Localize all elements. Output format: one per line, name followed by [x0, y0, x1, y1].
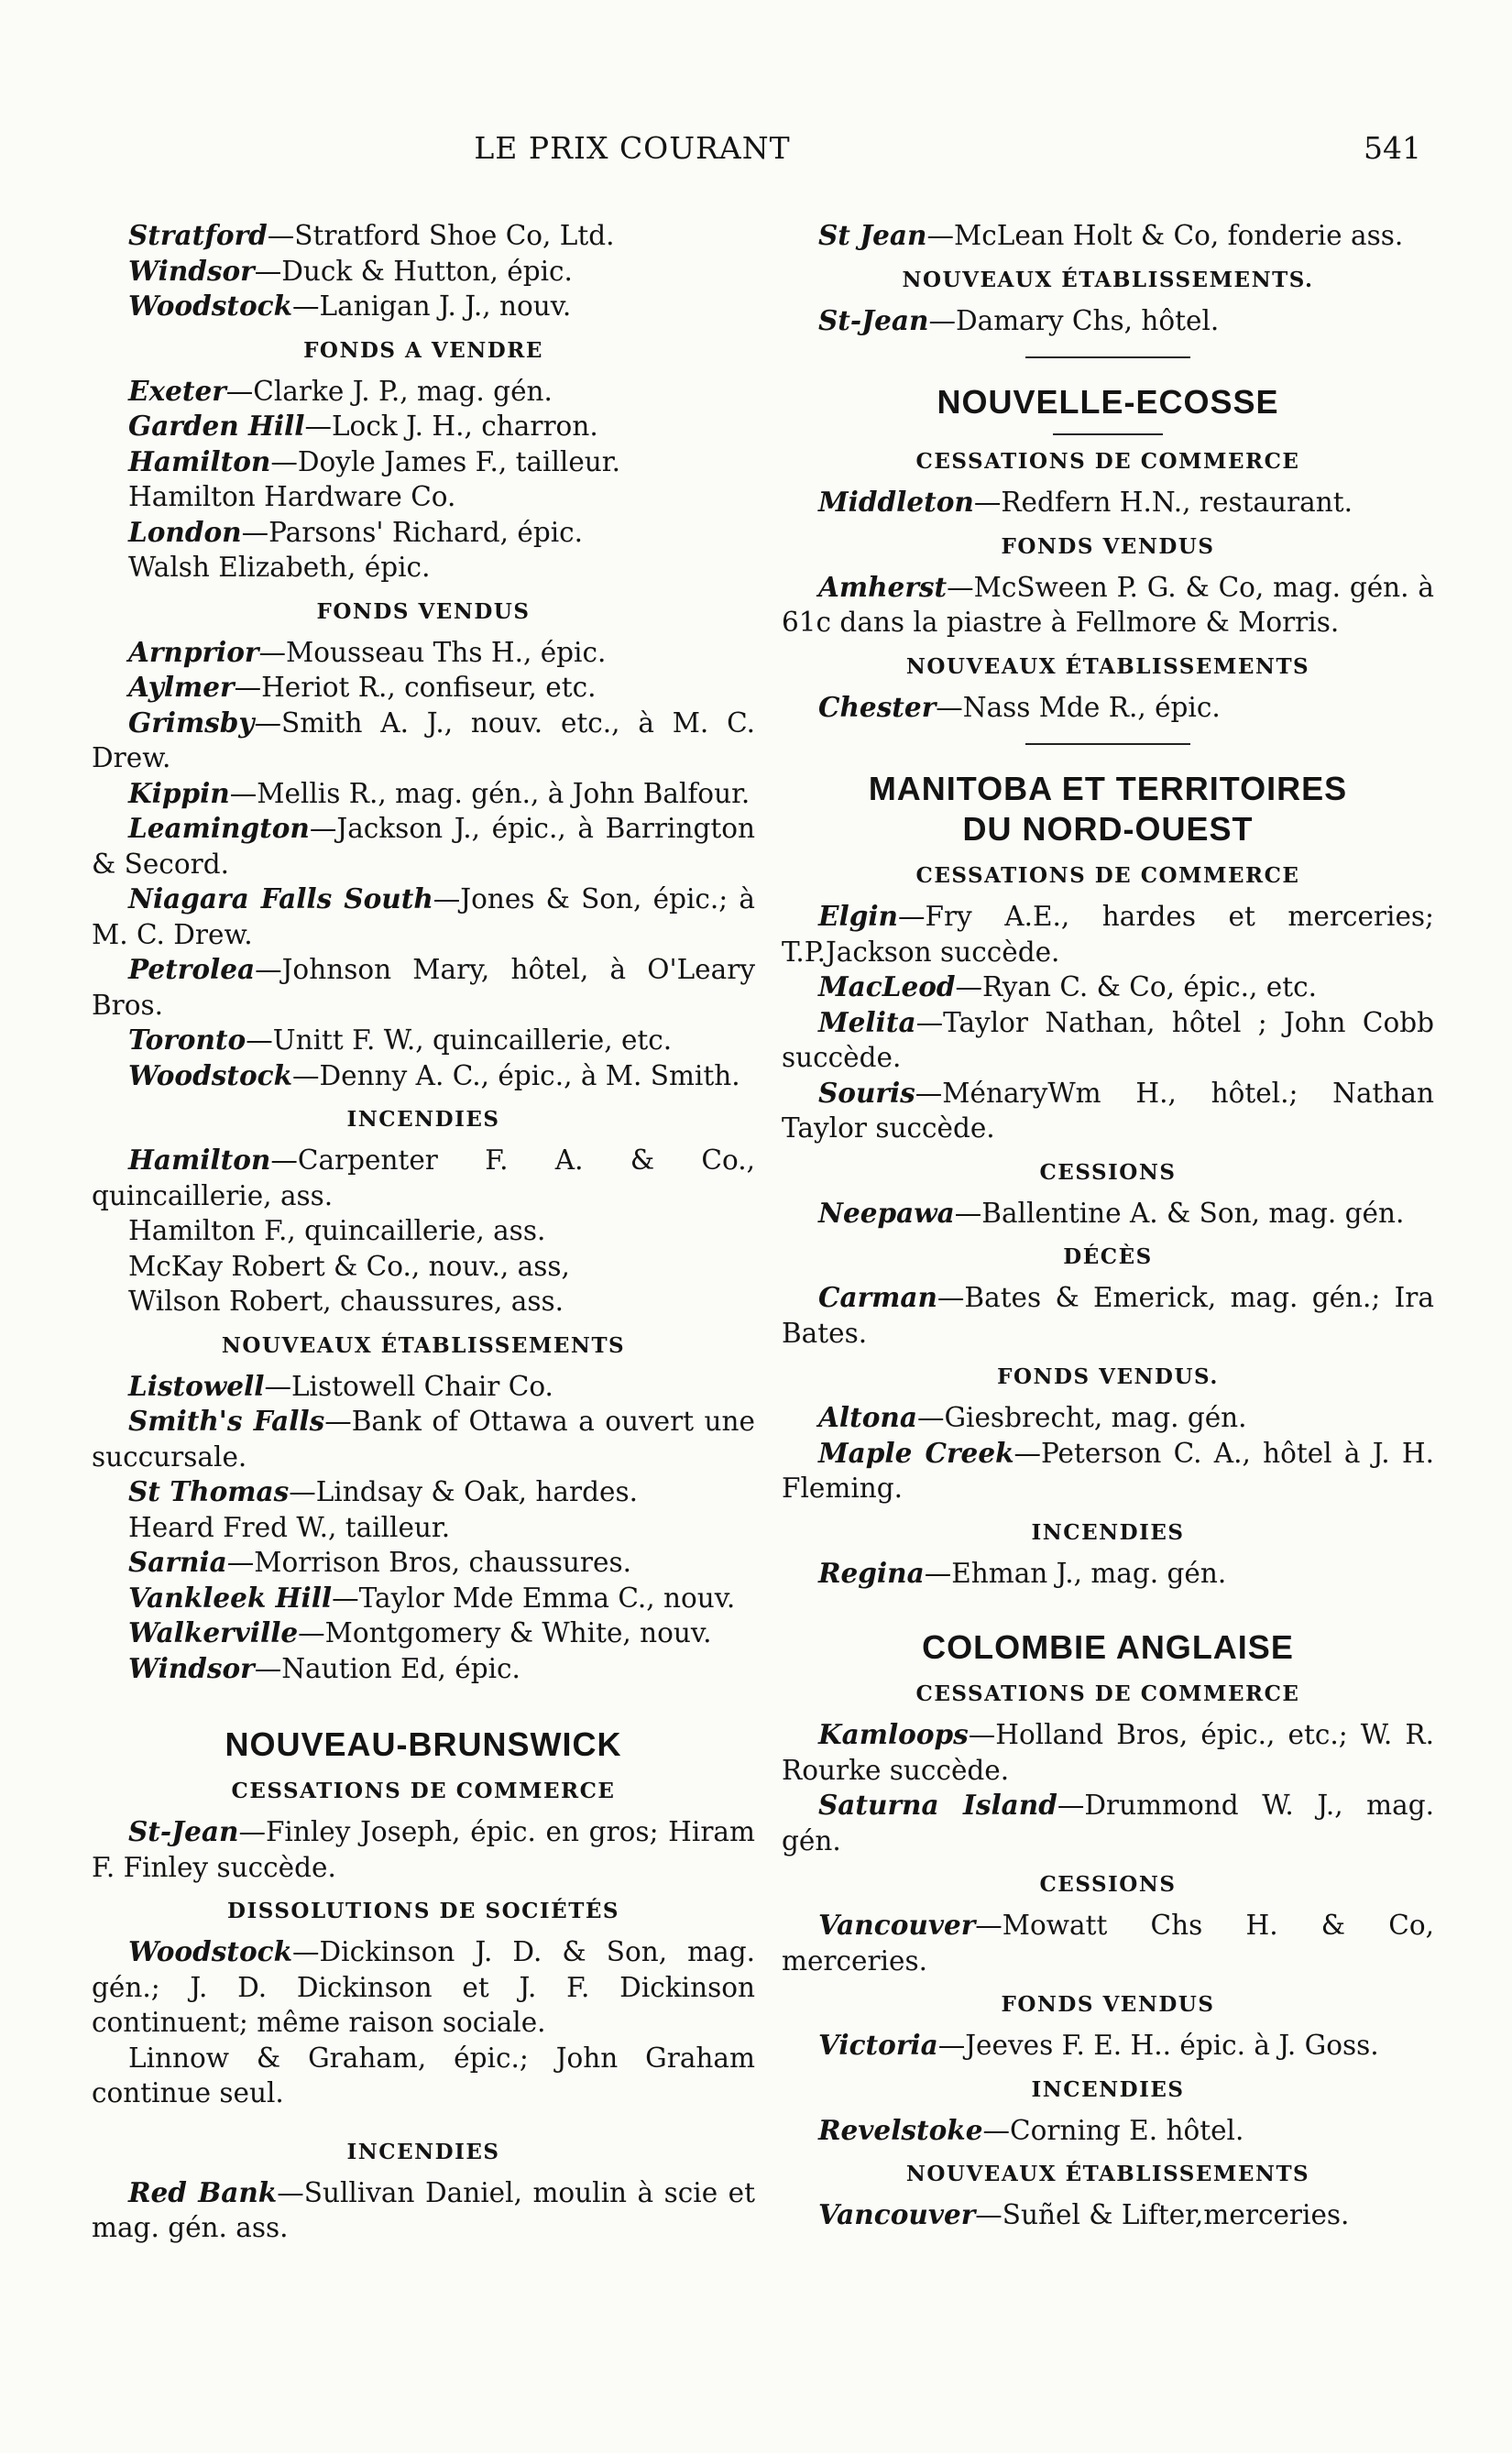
section-heading: DÉCÈS — [1063, 1244, 1153, 1269]
entry-place: Neepawa — [818, 1196, 955, 1229]
entry-text: Smith A. J., nouv. etc., à M. C. Drew. — [92, 706, 755, 773]
listing-entry — [782, 1556, 1434, 1592]
entry-text: Linnow & Graham, épic.; John Graham continue seul. — [92, 2042, 755, 2108]
listing-entry — [782, 1788, 1434, 1858]
entry-text: Holland Bros, épic., etc.; W. R. Rourke succède. — [782, 1719, 1434, 1786]
entry-dash: — — [292, 290, 320, 322]
entry-dash: — — [968, 1719, 996, 1750]
listing-entry — [92, 882, 755, 952]
listing-entry — [782, 1280, 1434, 1351]
entry-text: Hamilton F., quincaillerie, ass. — [128, 1215, 546, 1246]
entry-dash: — — [916, 1402, 945, 1433]
listing-entry — [92, 1545, 755, 1581]
listing-entry — [782, 969, 1434, 1005]
nb-dissolutions-list — [92, 1934, 755, 2111]
right-nouveaux-list — [782, 303, 1434, 339]
page-header — [0, 130, 1512, 185]
right-top-entries — [782, 218, 1434, 254]
section-heading: NOUVEAUX ÉTABLISSEMENTS — [221, 1332, 626, 1358]
entry-dash: — — [292, 1936, 320, 1967]
entry-dash: — — [254, 1652, 282, 1684]
entry-place: Listowell — [128, 1369, 265, 1402]
entry-text: Ryan C. & Co, épic., etc. — [982, 971, 1318, 1002]
entry-place: Chester — [818, 690, 937, 723]
entry-place: Windsor — [128, 254, 255, 287]
nouveaux-etablissements-list — [92, 1369, 755, 1687]
entry-place: Kamloops — [818, 1718, 969, 1750]
section-heading: NOUVEAUX ÉTABLISSEMENTS — [905, 2162, 1310, 2186]
entry-dash: — — [277, 2176, 304, 2208]
entry-place: Stratford — [128, 219, 268, 251]
listing-entry — [92, 1814, 755, 1885]
fonds-a-vendre-list — [92, 374, 755, 586]
listing-entry — [92, 218, 755, 254]
entry-place: Saturna Island — [818, 1789, 1057, 1821]
entry-text: Ballentine A. & Son, mag. gén. — [981, 1197, 1405, 1229]
ne-nouveaux-list — [782, 690, 1434, 726]
entry-place: St-Jean — [128, 1815, 239, 1847]
listing-entry — [782, 1400, 1434, 1436]
entry-place: Vancouver — [818, 2198, 976, 2230]
listing-entry — [92, 635, 755, 671]
entry-text: Mellis R., mag. gén., à John Balfour. — [257, 777, 751, 809]
entry-dash: — — [292, 1059, 320, 1091]
listing-entry — [92, 289, 755, 324]
mb-cessions-list — [782, 1196, 1434, 1232]
listing-entry — [92, 374, 755, 410]
entry-text: Finley Joseph, épic. en gros; Hiram F. Finley succède. — [92, 1816, 755, 1883]
listing-entry — [92, 1284, 755, 1320]
entry-place: Garden Hill — [128, 410, 305, 442]
entry-place: Smith's Falls — [128, 1405, 325, 1437]
entry-dash: — — [332, 1582, 359, 1614]
entry-text: MénaryWm H., hôtel.; Nathan Taylor succède. — [782, 1077, 1434, 1144]
entry-text: Denny A. C., épic., à M. Smith. — [319, 1059, 740, 1091]
mb-deces-list — [782, 1280, 1434, 1351]
entry-dash: — — [255, 954, 282, 985]
entry-dash: — — [225, 375, 254, 407]
entry-place: St Jean — [818, 219, 927, 251]
section-heading: CESSIONS — [1039, 1159, 1177, 1185]
entry-dash: — — [270, 1144, 298, 1176]
entry-place: Souris — [818, 1076, 915, 1109]
listing-entry — [782, 1436, 1434, 1506]
left-top-entries — [92, 218, 755, 324]
entry-place: Amherst — [818, 570, 948, 603]
entry-place: Leamington — [128, 812, 310, 844]
entry-dash: — — [1013, 1437, 1042, 1469]
entry-dash: — — [264, 1370, 291, 1402]
entry-dash: — — [928, 304, 956, 336]
entry-place: Woodstock — [128, 290, 293, 322]
listing-entry — [92, 444, 755, 480]
entry-dash: — — [897, 901, 926, 932]
entry-text: Jackson J., épic., à Barrington & Secord. — [92, 813, 755, 880]
listing-entry — [92, 2041, 755, 2111]
entry-text: Jones & Son, épic.; à M. C. Drew. — [92, 883, 755, 950]
entry-text: Taylor Nathan, hôtel ; John Cobb succède. — [782, 1006, 1434, 1073]
ne-cessations-list — [782, 485, 1434, 520]
section-heading: FONDS VENDUS — [1001, 1992, 1215, 2017]
incendies-list — [92, 1143, 755, 1320]
section-heading: FONDS VENDUS — [316, 598, 531, 624]
entry-place: Grimsby — [128, 706, 255, 739]
section-heading: CESSIONS — [1039, 1872, 1177, 1897]
entry-text: McLean Holt & Co, fonderie ass. — [954, 220, 1404, 251]
listing-entry — [92, 1934, 755, 2041]
entry-dash: — — [915, 1077, 943, 1109]
nb-incendies-list — [92, 2175, 755, 2246]
section-heading: INCENDIES — [1031, 1519, 1185, 1545]
section-heading: NOUVEAUX ÉTABLISSEMENTS. — [902, 267, 1314, 292]
entry-text: Walsh Elizabeth, épic. — [128, 552, 431, 583]
province-title: NOUVELLE-ECOSSE — [937, 383, 1279, 421]
entry-dash: — — [433, 883, 461, 914]
entry-place: Vankleek Hill — [128, 1581, 333, 1614]
entry-text: Peterson C. A., hôtel à J. H. Fleming. — [782, 1437, 1434, 1504]
entry-dash: — — [954, 1197, 982, 1229]
listing-entry — [92, 1651, 755, 1687]
listing-entry — [782, 1196, 1434, 1232]
cb-incendies-list — [782, 2113, 1434, 2149]
entry-place: Victoria — [818, 2029, 938, 2061]
entry-dash: — — [254, 706, 282, 739]
entry-text: Wilson Robert, chaussures, ass. — [128, 1286, 564, 1317]
entry-text: Mousseau Ths H., épic. — [285, 636, 607, 668]
listing-entry — [92, 1249, 755, 1285]
entry-place: MacLeod — [818, 970, 956, 1002]
entry-place: Red Bank — [128, 2175, 278, 2208]
cb-fonds-vendus-list — [782, 2028, 1434, 2064]
entry-place: Hamilton — [128, 1144, 271, 1176]
listing-entry — [92, 1058, 755, 1094]
entry-dash: — — [324, 1406, 352, 1437]
entry-text: Heriot R., confiseur, etc. — [261, 672, 597, 703]
entry-dash: — — [1057, 1790, 1085, 1821]
entry-text: Taylor Mde Emma C., nouv. — [358, 1582, 736, 1614]
section-heading: DISSOLUTIONS DE SOCIÉTÉS — [227, 1899, 619, 1923]
section-heading: FONDS A VENDRE — [303, 337, 543, 363]
entry-text: Carpenter F. A. & Co., quincaillerie, ass. — [92, 1144, 755, 1211]
listing-entry — [92, 776, 755, 812]
entry-text: Johnson Mary, hôtel, à O'Leary Bros. — [92, 954, 755, 1021]
listing-entry — [782, 2028, 1434, 2064]
entry-dash: — — [937, 1282, 965, 1313]
entry-place: Petrolea — [128, 953, 256, 985]
entry-dash: — — [226, 1547, 255, 1578]
entry-text: Bank of Ottawa a ouvert une succursale. — [92, 1406, 755, 1473]
listing-entry — [92, 254, 755, 290]
entry-text: Lanigan J. J., nouv. — [319, 290, 572, 322]
entry-text: Corning E. hôtel. — [1010, 2114, 1244, 2146]
entry-text: Lindsay & Oak, hardes. — [315, 1476, 638, 1507]
province-title: MANITOBA ET TERRITOIRES — [868, 770, 1348, 807]
listing-entry — [782, 1717, 1434, 1788]
listing-entry — [92, 952, 755, 1023]
entry-dash: — — [955, 971, 983, 1002]
entry-place: Woodstock — [128, 1935, 293, 1967]
listing-entry — [92, 1023, 755, 1058]
entry-text: Lock J. H., charron. — [331, 411, 598, 442]
entry-text: Redfern H.N., restaurant. — [1001, 487, 1353, 518]
section-heading: CESSATIONS DE COMMERCE — [915, 863, 1300, 888]
listing-entry — [782, 1005, 1434, 1076]
section-heading: FONDS VENDUS — [1001, 533, 1215, 559]
entry-place: Kippin — [128, 776, 230, 809]
entry-place: Middleton — [818, 486, 974, 518]
entry-dash: — — [267, 220, 295, 251]
fonds-vendus-list — [92, 635, 755, 1094]
listing-entry — [92, 550, 755, 586]
nb-cessations-list — [92, 1814, 755, 1885]
listing-entry — [92, 2175, 755, 2246]
mb-cessations-list — [782, 899, 1434, 1146]
entry-place: London — [128, 515, 242, 548]
entry-place: Walkerville — [128, 1616, 299, 1648]
entry-place: Hamilton — [128, 444, 271, 477]
listing-entry — [92, 811, 755, 882]
listing-entry — [92, 409, 755, 444]
section-heading: FONDS VENDUS. — [997, 1364, 1219, 1389]
entry-text: McSween P. G. & Co, mag. gén. à 61c dans la piastre à Fellmore & Morris. — [782, 571, 1434, 638]
entry-text: Morrison Bros, chaussures. — [254, 1547, 632, 1578]
listing-entry — [92, 515, 755, 551]
section-heading: NOUVEAUX ÉTABLISSEMENTS — [905, 653, 1310, 679]
listing-entry — [782, 2197, 1434, 2233]
entry-dash: — — [936, 691, 963, 723]
ne-fonds-vendus-list — [782, 570, 1434, 641]
section-heading: CESSATIONS DE COMMERCE — [915, 449, 1300, 474]
mb-fonds-vendus-list — [782, 1400, 1434, 1506]
entry-dash: — — [238, 1816, 266, 1847]
mb-incendies-list — [782, 1556, 1434, 1592]
entry-dash: — — [241, 516, 269, 548]
page-number: 541 — [1364, 130, 1421, 166]
entry-text: Drummond W. J., mag. gén. — [782, 1790, 1434, 1856]
entry-text: Jeeves F. E. H.. épic. à J. Goss. — [965, 2030, 1379, 2061]
section-heading: INCENDIES — [1031, 2076, 1185, 2102]
entry-text: Suñel & Lifter,merceries. — [1002, 2199, 1350, 2230]
entry-dash: — — [309, 813, 337, 844]
entry-place: St Thomas — [128, 1475, 290, 1507]
entry-place: Melita — [818, 1005, 916, 1038]
entry-place: Exeter — [128, 374, 226, 407]
entry-text: Heard Fred W., tailleur. — [128, 1511, 451, 1543]
listing-entry — [92, 1474, 755, 1510]
section-heading: CESSATIONS DE COMMERCE — [915, 1681, 1300, 1706]
listing-entry — [782, 1076, 1434, 1146]
entry-text: Mowatt Chs H. & Co, merceries. — [782, 1910, 1434, 1977]
entry-dash: — — [229, 777, 257, 809]
entry-place: Windsor — [128, 1651, 255, 1684]
listing-entry — [782, 218, 1434, 254]
entry-dash: — — [975, 2199, 1003, 2230]
section-heading: INCENDIES — [346, 1107, 500, 1132]
entry-text: Damary Chs, hôtel. — [955, 304, 1220, 336]
entry-text: Montgomery & White, nouv. — [324, 1617, 712, 1648]
divider-rule — [1025, 356, 1190, 358]
entry-text: Sullivan Daniel, moulin à scie et mag. gén. ass. — [92, 2176, 755, 2243]
entry-dash: — — [270, 445, 298, 477]
listing-entry — [92, 1143, 755, 1213]
entry-dash: — — [982, 2114, 1011, 2146]
entry-place: Toronto — [128, 1024, 247, 1056]
entry-text: Clarke J. P., mag. gén. — [253, 375, 553, 407]
entry-dash: — — [915, 1006, 944, 1038]
entry-dash: — — [973, 487, 1002, 518]
listing-entry — [782, 690, 1434, 726]
listing-entry — [92, 1510, 755, 1546]
entry-dash: — — [947, 571, 974, 603]
entry-dash: — — [304, 411, 332, 442]
listing-entry — [92, 1213, 755, 1249]
listing-entry — [782, 485, 1434, 520]
listing-entry — [92, 1369, 755, 1405]
listing-entry — [782, 570, 1434, 641]
listing-entry — [92, 1615, 755, 1651]
listing-entry — [92, 670, 755, 706]
listing-entry — [92, 479, 755, 515]
entry-text: Nass Mde R., épic. — [962, 691, 1221, 723]
entry-text: Doyle James F., tailleur. — [297, 445, 621, 477]
entry-place: Revelstoke — [818, 2113, 983, 2146]
entry-text: Stratford Shoe Co, Ltd. — [294, 220, 615, 251]
entry-place: Carman — [818, 1281, 937, 1313]
province-title: NOUVEAU-BRUNSWICK — [225, 1725, 622, 1763]
listing-entry — [92, 1581, 755, 1616]
entry-text: Dickinson J. D. & Son, mag. gén.; J. D. Dickinson et J. F. Dickinson continuent; même raison sociale. — [92, 1936, 755, 2038]
entry-place: Altona — [818, 1401, 917, 1433]
entry-place: Vancouver — [818, 1909, 976, 1941]
entry-text: Bates & Emerick, mag. gén.; Ira Bates. — [782, 1282, 1434, 1349]
entry-text: Parsons' Richard, épic. — [268, 516, 584, 548]
entry-text: Ehman J., mag. gén. — [951, 1557, 1227, 1589]
entry-dash: — — [254, 255, 282, 287]
cb-nouveaux-list — [782, 2197, 1434, 2233]
divider-rule — [1053, 433, 1163, 435]
entry-text: Listowell Chair Co. — [290, 1370, 553, 1402]
right-column — [782, 218, 1434, 2233]
entry-text: Fry A.E., hardes et merceries; T.P.Jackson succède. — [782, 901, 1434, 968]
entry-dash: — — [924, 1557, 952, 1589]
entry-text: Giesbrecht, mag. gén. — [944, 1402, 1247, 1433]
entry-dash: — — [975, 1910, 1003, 1941]
entry-place: Sarnia — [128, 1546, 227, 1578]
listing-entry — [782, 899, 1434, 969]
left-column — [92, 218, 755, 2246]
entry-place: Aylmer — [128, 671, 235, 703]
listing-entry — [92, 1404, 755, 1474]
entry-place: Maple Creek — [818, 1436, 1014, 1469]
entry-text: McKay Robert & Co., nouv., ass, — [128, 1250, 570, 1282]
entry-place: Arnprior — [128, 635, 259, 668]
entry-place: Woodstock — [128, 1058, 293, 1091]
listing-entry — [92, 706, 755, 776]
listing-entry — [782, 2113, 1434, 2149]
entry-dash: — — [234, 672, 262, 703]
entry-dash: — — [298, 1617, 325, 1648]
entry-place: Niagara Falls South — [128, 882, 433, 914]
entry-text: Unitt F. W., quincaillerie, etc. — [272, 1024, 673, 1056]
section-heading: CESSATIONS DE COMMERCE — [231, 1779, 616, 1803]
cb-cessations-list — [782, 1717, 1434, 1858]
entry-place: St-Jean — [818, 303, 929, 336]
entry-dash: — — [258, 636, 286, 668]
listing-entry — [782, 303, 1434, 339]
running-title: LE PRIX COURANT — [474, 130, 791, 166]
entry-text: Hamilton Hardware Co. — [128, 481, 456, 512]
entry-place: Regina — [818, 1556, 925, 1589]
entry-place: Elgin — [818, 900, 898, 932]
divider-rule — [1025, 743, 1190, 745]
listing-entry — [782, 1908, 1434, 1978]
entry-text: Naution Ed, épic. — [281, 1652, 520, 1684]
entry-dash: — — [937, 2030, 966, 2061]
province-title: COLOMBIE ANGLAISE — [922, 1628, 1294, 1666]
entry-dash: — — [926, 220, 954, 251]
entry-dash: — — [246, 1024, 273, 1056]
entry-text: Duck & Hutton, épic. — [281, 255, 573, 287]
province-title-line2: DU NORD-OUEST — [962, 810, 1254, 848]
cb-cessions-list — [782, 1908, 1434, 1978]
entry-dash: — — [289, 1476, 316, 1507]
section-heading: INCENDIES — [346, 2139, 500, 2164]
